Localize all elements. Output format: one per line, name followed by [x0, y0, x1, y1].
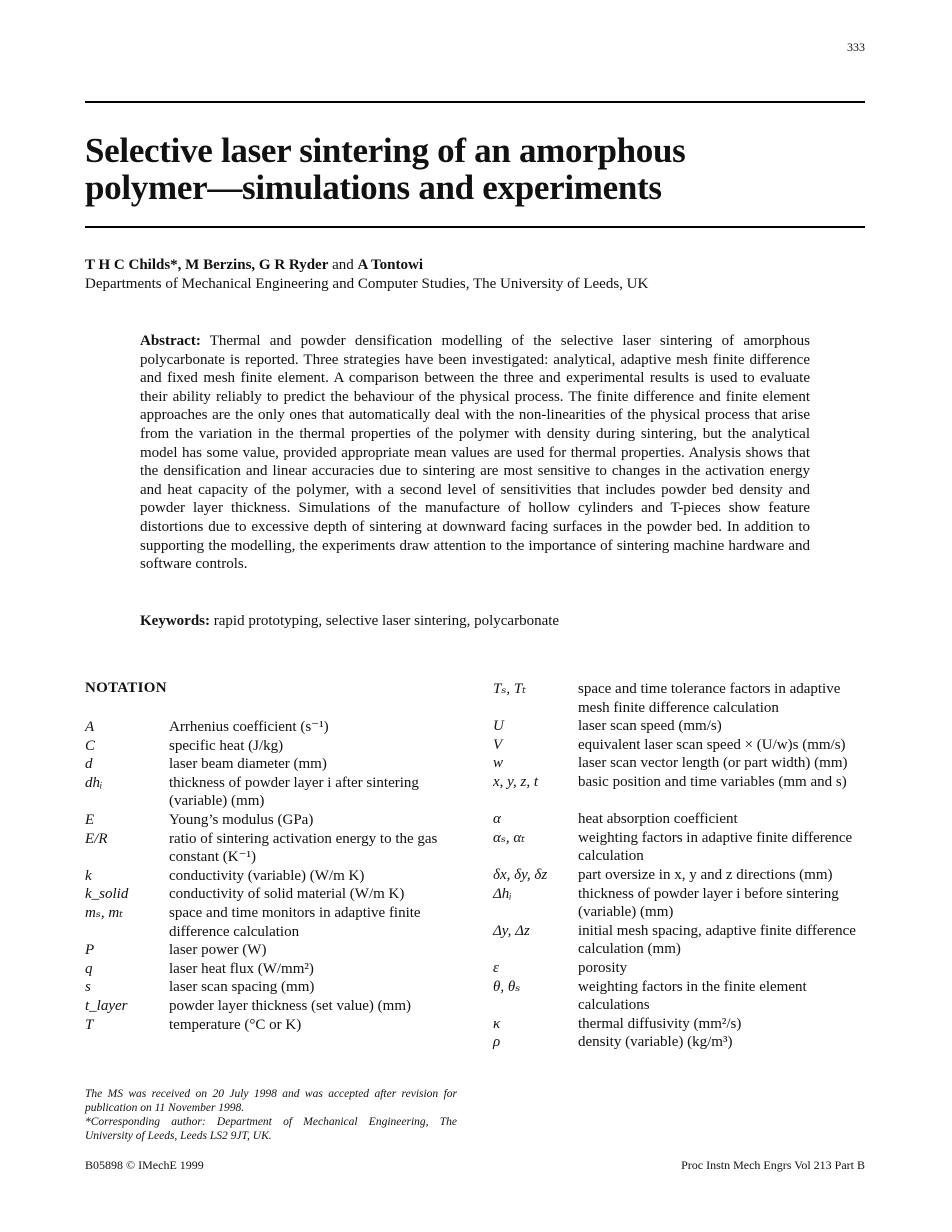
notation-row [493, 754, 865, 773]
notation-row [85, 978, 475, 997]
notation-row [85, 997, 475, 1016]
notation-definition: space and time tolerance factors in adaptive mesh finite difference calculation [578, 681, 841, 716]
notation-symbol: E [85, 811, 95, 828]
authors-and: and [328, 257, 358, 273]
title-line-2: polymer—simulations and experiments [85, 168, 662, 207]
affiliation: Departments of Mechanical Engineering and Computer Studies, The University of Leeds, UK [85, 276, 649, 292]
notation-symbol: Δhᵢ [493, 885, 512, 902]
notation-symbol: E/R [85, 830, 108, 847]
authors-last: A Tontowi [357, 257, 423, 273]
notation-symbol: ε [493, 959, 499, 976]
notation-row [493, 959, 865, 978]
notation-symbol: ρ [493, 1034, 501, 1051]
notation-definition: initial mesh spacing, adaptive finite difference calculation (mm) [578, 922, 856, 958]
notation-symbol: x, y, z, t [493, 773, 538, 790]
notation-row [493, 810, 865, 829]
notation-definition: ratio of sintering activation energy to the gas constant (K⁻¹) [169, 830, 438, 866]
authors [85, 256, 423, 275]
notation-definition: temperature (°C or K) [169, 1016, 302, 1033]
received-note [85, 1087, 457, 1143]
notation-row [493, 773, 865, 792]
notation-list-right-greek [493, 810, 865, 1052]
keywords [140, 612, 559, 630]
notation-definition: laser scan speed (mm/s) [578, 718, 722, 735]
notation-row [493, 922, 865, 959]
notation-definition: laser heat flux (W/mm²) [169, 960, 314, 977]
notation-symbol: w [493, 755, 504, 772]
notation-definition: laser scan spacing (mm) [169, 979, 315, 996]
notation-symbol: α [493, 811, 501, 828]
notation-definition: Young’s modulus (GPa) [169, 811, 314, 828]
notation-row [85, 774, 475, 811]
title-rule [85, 226, 865, 228]
notation-definition: laser scan vector length (or part width) (mm) [578, 755, 848, 772]
notation-definition: thickness of powder layer i after sintering (variable) (mm) [169, 774, 419, 810]
keywords-label: Keywords: [140, 613, 210, 629]
notation-symbol: αₛ, αₜ [493, 829, 525, 846]
notation-symbol: t_layer [85, 997, 128, 1014]
notation-symbol: κ [493, 1015, 501, 1032]
notation-symbol: s [85, 979, 91, 996]
notation-symbol: A [85, 719, 95, 735]
footer-left: B05898 © IMechE 1999 [85, 1158, 204, 1172]
abstract [140, 332, 810, 574]
footer-right: Proc Instn Mech Engrs Vol 213 Part B [681, 1158, 865, 1172]
notation-definition: laser beam diameter (mm) [169, 756, 327, 773]
notation-definition: weighting factors in the finite element calculations [578, 978, 807, 1014]
notation-row [85, 830, 475, 867]
notation-definition: thickness of powder layer i before sintering (variable) (mm) [578, 885, 839, 921]
notation-definition: thermal diffusivity (mm²/s) [578, 1015, 742, 1032]
notation-definition: basic position and time variables (mm and s) [578, 773, 847, 790]
notation-row [493, 1015, 865, 1034]
notation-symbol: Tₛ, Tₜ [493, 681, 526, 697]
notation-definition: space and time monitors in adaptive finite difference calculation [169, 904, 421, 940]
abstract-text: Thermal and powder densification modelling of the selective laser sintering of amorphous polycarbonate is reported. Three strategies have been investigated: analytical, adaptive mesh finite difference and fixed mesh finite element. A comparison between the three and experimental results is used to evaluate their ability reliably to predict the behaviour of the physical process. The finite difference and finite element approaches are the only ones that automatically deal with the non-linearities of the physical process that arise from the variation in the thermal properties of the polymer with density during sintering, but the analytical model has some value, provided appropriate mean values are used for thermal properties. Analysis shows that the densification and linear accuracies due to sintering are most sensitive to changes in the activation energy and heat capacity of the polymer, with a second level of sensitivities that includes powder bed density and powder layer thickness. Simulations of the manufacture of hollow cylinders and T-pieces show feature distortions due to excessive depth of sintering at downward facing surfaces in the powder bed. In addition to supporting the modelling, the experiments draw attention to the importance of sintering machine hardware and software controls. [140, 333, 810, 573]
notation-definition: heat absorption coefficient [578, 811, 738, 828]
notation-definition: Arrhenius coefficient (s⁻¹) [169, 719, 329, 735]
notation-symbol: U [493, 718, 504, 735]
notation-symbol: θ, θₛ [493, 978, 521, 995]
notation-symbol: V [493, 736, 503, 753]
abstract-label: Abstract: [140, 333, 201, 349]
notation-symbol: δx, δy, δz [493, 866, 548, 883]
notation-symbol: C [85, 737, 96, 754]
notation-gap [493, 792, 865, 811]
notation-definition: laser power (W) [169, 942, 267, 959]
notation-definition: equivalent laser scan speed × (U/w)s (mm/s) [578, 736, 846, 753]
notation-row [85, 1016, 475, 1035]
top-rule [85, 101, 865, 103]
paper-title [85, 132, 865, 206]
notation-row [493, 885, 865, 922]
notation-definition: conductivity (variable) (W/m K) [169, 867, 365, 884]
notation-symbol: mₛ, mₜ [85, 904, 123, 921]
notation-list-right [493, 680, 865, 1052]
notation-row [493, 829, 865, 866]
notation-symbol: T [85, 1016, 94, 1033]
notation-definition: weighting factors in adaptive finite difference calculation [578, 829, 853, 865]
page-number: 333 [847, 40, 865, 54]
notation-symbol: q [85, 960, 93, 977]
notation-row [85, 737, 475, 756]
notation-list-right-roman [493, 680, 865, 792]
notation-row [85, 811, 475, 830]
corresponding-author: *Corresponding author: Department of Mechanical Engineering, The University of Leeds, Leeds LS2 9JT, UK. [85, 1116, 457, 1142]
notation-symbol: k [85, 867, 92, 884]
notation-row [493, 736, 865, 755]
notation-row [85, 867, 475, 886]
notation-heading: NOTATION [85, 680, 167, 696]
received-dates: The MS was received on 20 July 1998 and was accepted after revision for publication on 11 November 1998. [85, 1088, 457, 1114]
notation-symbol: d [85, 756, 93, 773]
notation-symbol: dhᵢ [85, 774, 103, 791]
notation-definition: density (variable) (kg/m³) [578, 1034, 733, 1051]
authors-main: T H C Childs*, M Berzins, G R Ryder [85, 257, 329, 273]
notation-definition: conductivity of solid material (W/m K) [169, 886, 405, 903]
notation-definition: part oversize in x, y and z directions (mm) [578, 866, 833, 883]
notation-row [85, 755, 475, 774]
notation-row [85, 904, 475, 941]
notation-definition: specific heat (J/kg) [169, 737, 284, 754]
notation-list-left [85, 718, 475, 1034]
keywords-text: rapid prototyping, selective laser sintering, polycarbonate [210, 613, 560, 629]
notation-row [493, 1033, 865, 1052]
notation-row [85, 960, 475, 979]
notation-row [493, 680, 865, 717]
title-line-1: Selective laser sintering of an amorphous [85, 131, 686, 170]
notation-row [493, 717, 865, 736]
notation-row [493, 866, 865, 885]
notation-row [493, 978, 865, 1015]
notation-row [85, 718, 475, 737]
notation-symbol: k_solid [85, 886, 129, 903]
notation-row [85, 885, 475, 904]
notation-definition: porosity [578, 959, 628, 976]
notation-definition: powder layer thickness (set value) (mm) [169, 997, 411, 1014]
notation-symbol: Δy, Δz [493, 922, 530, 939]
notation-row [85, 941, 475, 960]
notation-symbol: P [85, 942, 95, 959]
